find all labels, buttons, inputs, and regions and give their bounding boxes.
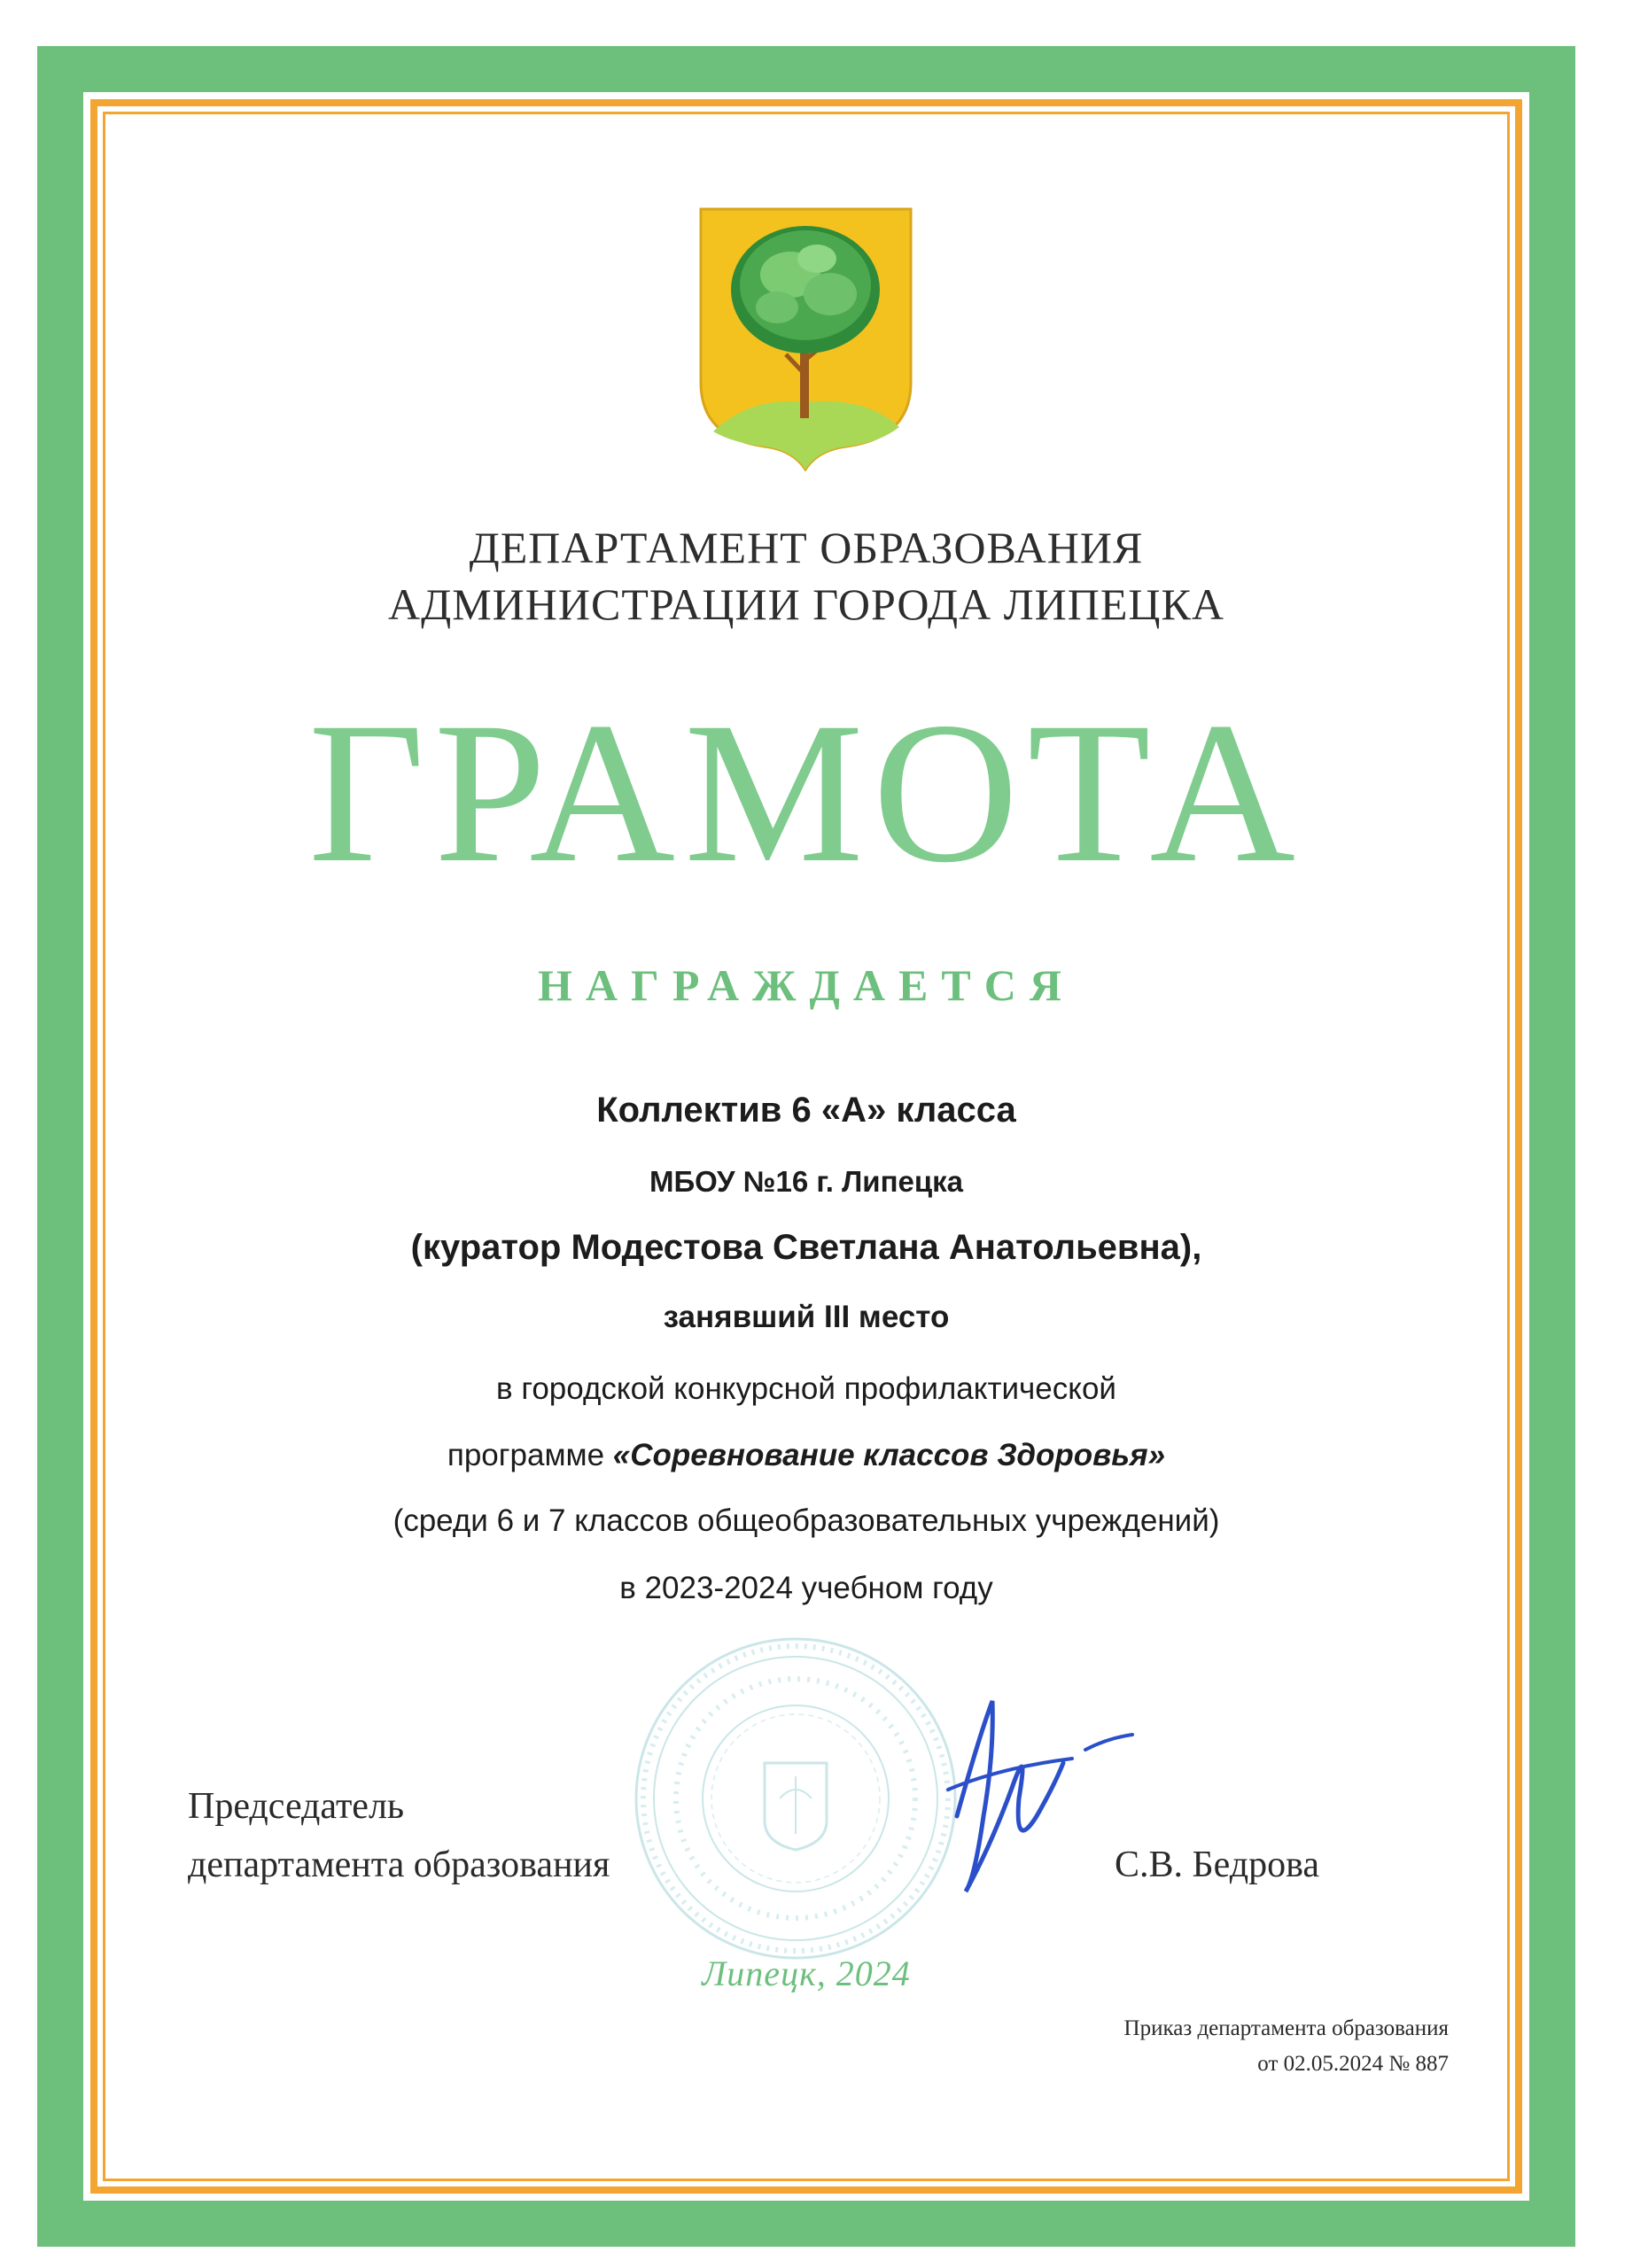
program-line (115, 1435, 1497, 1476)
signatory-position-line-2: департамента образования (188, 1845, 610, 1885)
order-line-2: от 02.05.2024 № 887 (1257, 2052, 1449, 2076)
program-prefix: программе (447, 1438, 613, 1472)
department-line-2: АДМИНИСТРАЦИИ ГОРОДА ЛИПЕЦКА (388, 579, 1224, 629)
school-year: в 2023-2024 учебном году (619, 1571, 993, 1605)
place: занявший III место (663, 1300, 950, 1334)
coat-of-arms-icon (697, 206, 914, 471)
recipient: Коллектив 6 «А» класса (596, 1091, 1016, 1130)
participants-note: (среди 6 и 7 классов общеобразовательных учреждений) (393, 1503, 1220, 1538)
department-line-1: ДЕПАРТАМЕНТ ОБРАЗОВАНИЯ (469, 523, 1144, 572)
official-stamp-icon (627, 1630, 964, 1967)
program-name: «Соревнование классов Здоровья» (612, 1438, 1166, 1472)
certificate-title: ГРАМОТА (307, 681, 1305, 905)
school: МБОУ №16 г. Липецка (649, 1165, 964, 1198)
signatory-name: С.В. Бедрова (1115, 1845, 1320, 1885)
signatory-position-line-1: Председатель (188, 1786, 405, 1827)
order-line-1: Приказ департамента образования (1123, 2016, 1449, 2040)
city-year: Липецк, 2024 (702, 1953, 911, 1993)
curator: (куратор Модестова Светлана Анатольевна), (410, 1228, 1202, 1267)
awarded-subtitle: НАГРАЖДАЕТСЯ (538, 960, 1075, 1010)
signature-icon (930, 1683, 1143, 1914)
contest-description: в городской конкурсной профилактической (496, 1371, 1116, 1406)
